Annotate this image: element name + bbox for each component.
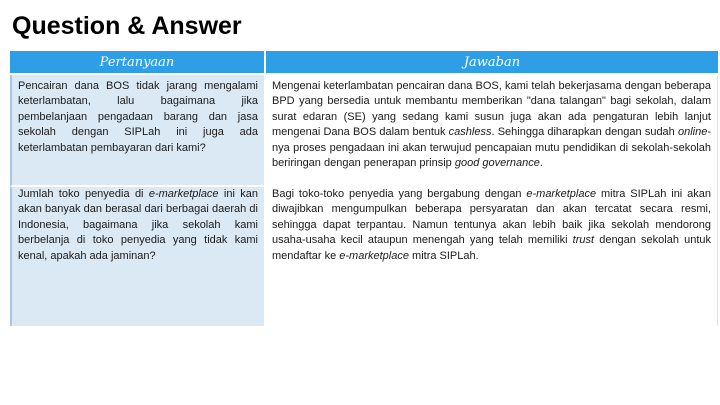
italic-term: e-marketplace xyxy=(148,188,219,200)
text-run: mitra SIPLah ini akan diwajibkan mengumpulkan beberapa persyaratan dan akan tercatat secara resmi, sehingga dapat terpantau. Namun tentunya akan lebih baik jika sekolah mendorong usaha-usaha kecil ataupun menengah yang telah memiliki xyxy=(272,188,711,247)
text-run: mitra SIPLah. xyxy=(408,249,479,262)
answer-cell xyxy=(266,75,718,187)
answer-column-header: Jawaban xyxy=(266,51,718,75)
text-run: Bagi toko-toko penyedia yang bergabung dengan xyxy=(272,188,527,200)
text-run: Jumlah toko penyedia di xyxy=(18,188,149,200)
text-run: Mengenai keterlambatan pencairan dana BOS, kami telah bekerjasama dengan beberapa BPD yang bersedia untuk membantu memberikan "dana talangan" bagi sekolah, dalam surat edaran (SE) yang sedang kami susun juga akan ada pengaturan lebih lanjut mengenai Dana BOS dalam bentuk xyxy=(272,80,711,139)
question-cell xyxy=(10,75,266,187)
text-run: -nya proses pengadaan ini akan terwujud pencapaian mutu pendidikan di sekolah-sekolah beriringan dengan penerapan prinsip xyxy=(272,126,711,170)
qa-table xyxy=(10,51,718,326)
table-row xyxy=(10,187,718,326)
text-run: Pencairan dana BOS tidak jarang mengalami keterlambatan, lalu bagaimana jika pembelanjaan pengadaan barang dan jasa sekolah dengan SIPLah ini juga ada keterlambatan pembayaran dari kami? xyxy=(18,80,258,154)
answer-cell xyxy=(266,187,718,326)
table-row xyxy=(10,75,718,187)
italic-term: cashless xyxy=(448,126,492,139)
text-run: . Sehingga diharapkan dengan sudah xyxy=(491,126,678,139)
italic-term: online xyxy=(677,126,708,139)
italic-term: trust xyxy=(572,234,595,247)
text-run: dengan sekolah untuk mendaftar ke xyxy=(272,234,711,262)
table-header-row xyxy=(10,51,718,75)
text-run: ini kan akan banyak dan berasal dari berbagai daerah di Indonesia, bagaimana jika sekolah kami berbelanja di toko penyedia yang tidak kami kenal, apakah ada jaminan? xyxy=(18,188,258,262)
italic-term: good governance xyxy=(454,157,540,170)
italic-term: e-marketplace xyxy=(339,249,409,262)
italic-term: e-marketplace xyxy=(526,188,597,200)
text-run: . xyxy=(539,157,543,170)
page-title: Question & Answer xyxy=(12,12,242,40)
question-cell xyxy=(10,187,266,326)
question-column-header: Pertanyaan xyxy=(10,51,266,75)
